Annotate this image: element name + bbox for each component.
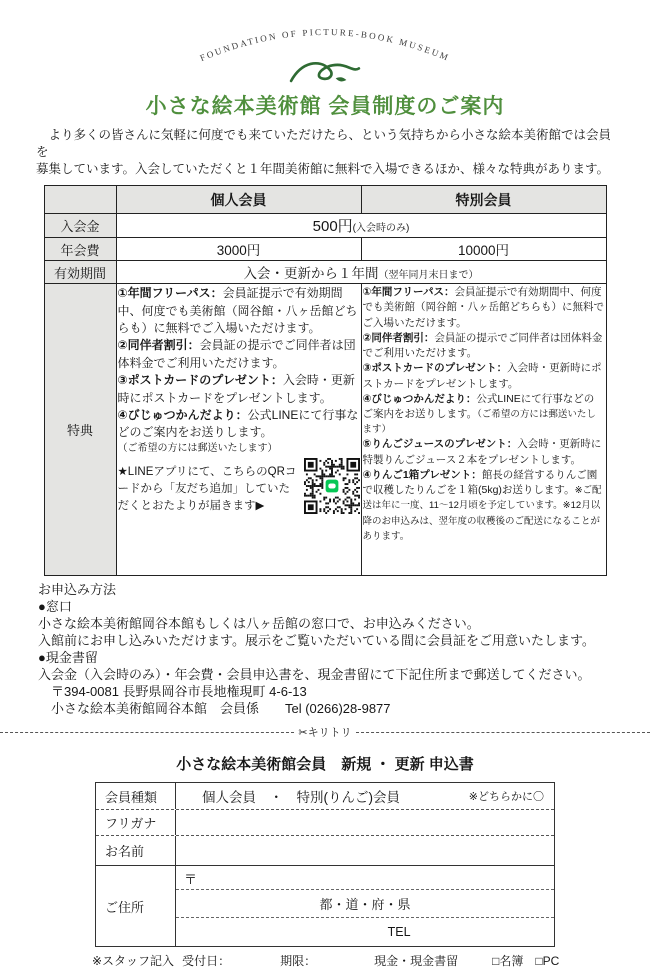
intro-line-1: より多くの皆さんに気軽に何度でも来ていただけたら、という気持ちから小さな絵本美術館では会員を <box>36 128 612 159</box>
name-field <box>176 836 554 865</box>
furigana-field <box>176 810 554 835</box>
benefit-item: ③ポストカードのプレゼント：入会時・更新時にポストカードをプレゼントします。 <box>117 373 355 405</box>
deadline-field: 期限： <box>280 954 317 969</box>
logo-mark-icon <box>284 54 366 90</box>
intro-paragraph <box>36 127 614 177</box>
name-row <box>96 836 554 866</box>
application-method-section <box>38 581 612 717</box>
cut-dash-left <box>0 732 294 733</box>
membership-type-field <box>176 783 554 809</box>
payment-method-text: 現金・現金書留 <box>374 954 459 969</box>
window-heading: ●窓口 <box>38 599 72 615</box>
cash-mail-line-1: 入会金（入会時のみ）・年会費・会員申込書を、現金書留にて下記住所まで郵送してください。 <box>38 667 591 683</box>
cut-line <box>0 724 650 740</box>
cash-mail-heading: ●現金書留 <box>38 650 98 666</box>
annual-label: 年会費 <box>44 238 116 261</box>
application-heading: お申込み方法 <box>38 582 117 598</box>
window-line-2: 入館前にお申し込みいただけます。展示をご覧いただいている間に会員証をご用意いたします。 <box>38 633 595 649</box>
address-row <box>96 866 554 946</box>
benefit-item: ①年間フリーパス：会員証提示で有効期間中、何度でも美術館（岡谷館・八ヶ岳館どちらも）に無料でご入場いただけます。 <box>117 286 358 336</box>
annual-individual-value: 3000円 <box>116 238 361 261</box>
membership-type-row <box>96 783 554 810</box>
annual-special-value: 10000円 <box>361 238 606 261</box>
benefit-item: ④りんご1箱プレゼント：館長の経営するりんご園で収穫したりんごを１箱(5kg)お送りします。※ご配送は年に一度、11～12月頃を予定しています。※12月以降のお申込みは、翌年度の収穫後のご配送になることがあります。 <box>362 468 602 542</box>
admission-value: 500円(入会時のみ) <box>116 214 606 238</box>
header-special: 特別会員 <box>361 186 606 214</box>
application-form-table <box>95 782 555 947</box>
page-title: 小さな絵本美術館 会員制度のご案内 <box>145 95 505 118</box>
benefit-item: ①年間フリーパス：会員証提示で有効期間中、何度でも美術館（岡谷館・八ヶ岳館どちらも）に無料でご入場いただけます。 <box>362 286 604 329</box>
benefit-item: ④びじゅつかんだより：公式LINEにて行事などのご案内をお送りします。（ご希望の方には郵送いたします） <box>362 392 596 436</box>
name-label: お名前 <box>96 836 176 865</box>
header-blank-cell <box>44 186 116 214</box>
qr-code <box>304 458 360 514</box>
line-friend-note: ★LINEアプリにて、こちらのQRコードから「友だち追加」していただくとおたよりが届きます▶ <box>117 466 297 512</box>
museum-contact: 小さな絵本美術館岡谷本館 会員係 Tel (0266)28-9877 <box>38 701 391 717</box>
admission-label: 入会金 <box>44 214 116 238</box>
membership-type-options: 個人会員 ・ 特別(りんご)会員 <box>202 790 400 806</box>
intro-line-2: 募集しています。入会していただくと１年間美術館に無料で入場できるほか、様々な特典があります。 <box>36 161 610 176</box>
benefits-special-cell <box>361 284 606 576</box>
furigana-row <box>96 810 554 836</box>
cut-dash-right <box>356 732 650 733</box>
address-field <box>176 866 554 946</box>
validity-value: 入会・更新から１年間（翌年同月末日まで） <box>116 261 606 284</box>
register-checkbox: □名簿 <box>492 954 524 969</box>
benefits-individual-cell <box>116 284 361 576</box>
benefit-item: ⑤りんごジュースのプレゼント：入会時・更新時に特製りんごジュース２本をプレゼントします。 <box>362 438 602 466</box>
staff-prefix: ※スタッフ記入 <box>92 954 175 969</box>
svg-text:FOUNDATION OF PICTURE-BOOK MUS: FOUNDATION OF PICTURE-BOOK MUSEUM <box>198 26 452 64</box>
form-title: 小さな絵本美術館会員 新規 ・ 更新 申込書 <box>176 756 474 774</box>
validity-row <box>44 261 606 284</box>
staff-use-line <box>92 952 602 969</box>
mailing-note: （ご希望の方には郵送いたします） <box>117 442 278 454</box>
reception-date-field: 受付日： <box>182 954 231 969</box>
annual-fee-row <box>44 238 606 261</box>
header-individual: 個人会員 <box>116 186 361 214</box>
benefit-item: ③ポストカードのプレゼント：入会時・更新時にポストカードをプレゼントします。 <box>362 362 602 390</box>
address-label: ご住所 <box>96 866 176 946</box>
benefit-item: ②同伴者割引：会員証の提示でご同伴者は団体料金でご利用いただけます。 <box>117 338 356 370</box>
scissors-icon: ✂キリトリ <box>298 727 352 740</box>
line-friend-row <box>118 458 360 514</box>
admission-fee-row <box>44 214 606 238</box>
membership-table <box>44 185 607 576</box>
pc-checkbox: □PC <box>535 953 560 968</box>
prefecture-field: 都・道・府・県 <box>176 890 554 918</box>
benefits-row <box>44 284 606 576</box>
benefits-label: 特典 <box>44 284 116 576</box>
museum-logo <box>0 0 650 90</box>
benefit-item: ②同伴者割引：会員証の提示でご同伴者は団体料金でご利用いただけます。 <box>362 331 603 360</box>
table-header-row <box>44 186 606 214</box>
furigana-label: フリガナ <box>96 810 176 835</box>
postal-address: 〒394-0081 長野県岡谷市長地権現町 4-6-13 <box>38 684 307 700</box>
tel-field: TEL <box>387 925 411 940</box>
membership-type-note: ※どちらかに〇 <box>468 791 544 804</box>
membership-type-label: 会員種類 <box>96 783 176 809</box>
postal-code-field: 〒 <box>176 866 554 890</box>
benefit-item: ④びじゅつかんだより：公式LINEにて行事などのご案内をお送りします。 <box>117 407 359 440</box>
window-line-1: 小さな絵本美術館岡谷本館もしくは八ヶ岳館の窓口で、お申込みください。 <box>38 616 480 632</box>
validity-label: 有効期間 <box>44 261 116 284</box>
